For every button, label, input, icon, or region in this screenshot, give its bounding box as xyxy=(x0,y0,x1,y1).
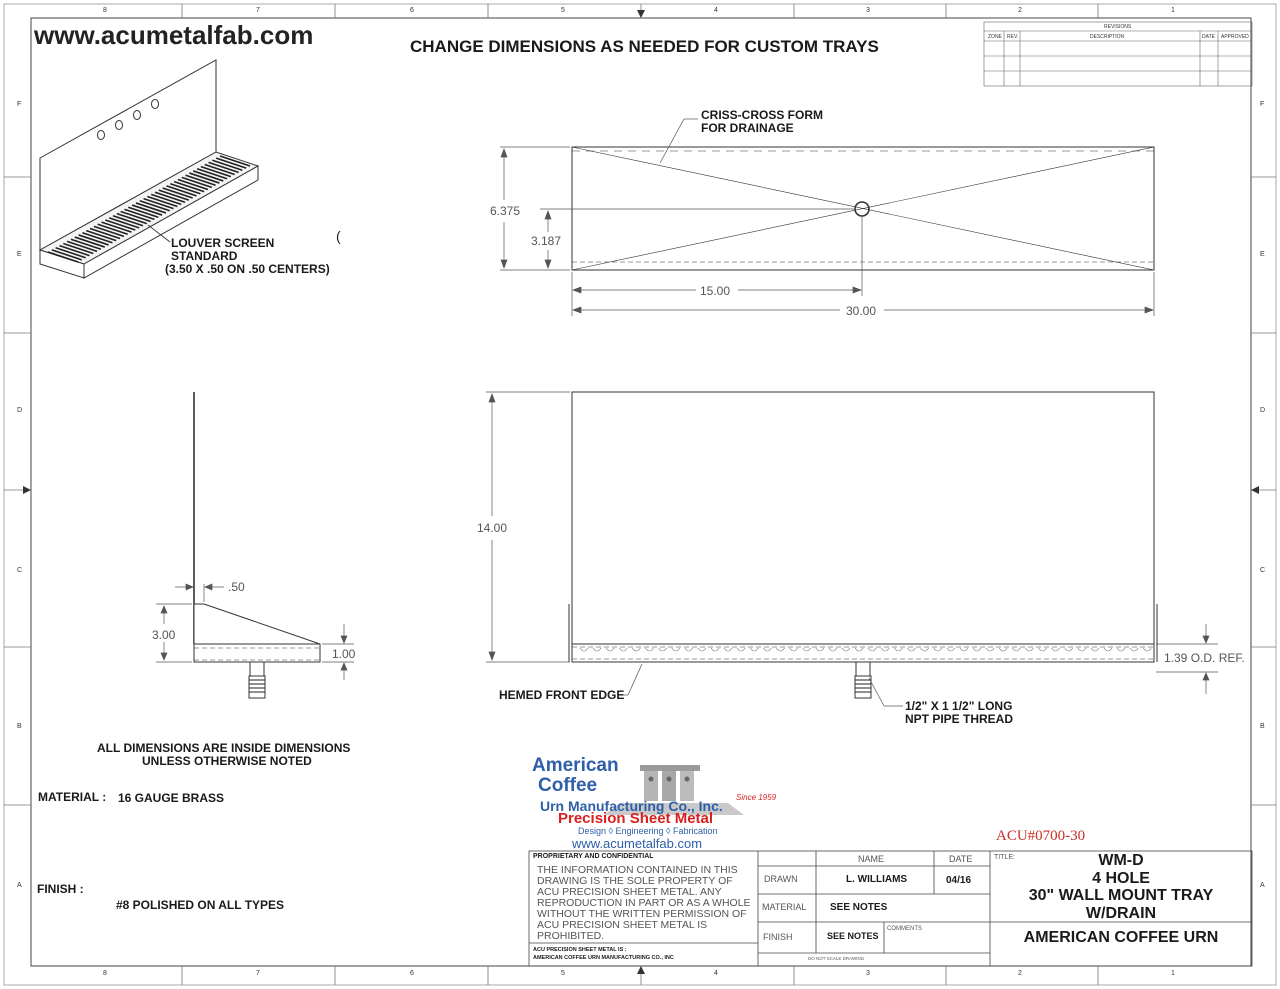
zone-top-2: 2 xyxy=(1018,7,1022,14)
zone-top-5: 5 xyxy=(561,7,565,14)
zone-left-a: A xyxy=(17,882,22,889)
dim-half-width: 15.00 xyxy=(700,284,731,298)
finish-value: #8 POLISHED ON ALL TYPES xyxy=(116,898,285,912)
proprietary-line: PROHIBITED. xyxy=(537,930,605,942)
proprietary-line: REPRODUCTION IN PART OR AS A WHOLE xyxy=(537,897,751,909)
zone-right-f: F xyxy=(1260,101,1265,108)
zone-bottom-6: 6 xyxy=(410,970,414,977)
inside-dims-note-2: UNLESS OTHERWISE NOTED xyxy=(142,754,312,768)
title-label: TITLE: xyxy=(994,854,1016,861)
date-header: DATE xyxy=(949,854,973,864)
website-url[interactable]: www.acumetalfab.com xyxy=(34,20,314,50)
do-not-scale: DO NOT SCALE DRAWING xyxy=(808,956,865,961)
top-view xyxy=(572,147,1154,270)
proprietary-footer-1: ACU PRECISION SHEET METAL IS : xyxy=(533,947,627,953)
part-number: ACU#0700-30 xyxy=(996,828,1086,844)
title-line-1: WM-D xyxy=(1098,852,1144,869)
dim-width: 30.00 xyxy=(846,304,877,318)
drawn-name: L. WILLIAMS xyxy=(846,874,908,885)
zone-left-f: F xyxy=(17,101,22,108)
dim-lip: 1.00 xyxy=(332,647,356,661)
logo-line-5: Design ◊ Engineering ◊ Fabrication xyxy=(578,826,718,836)
zone-left-b: B xyxy=(17,723,22,730)
drawing-title xyxy=(990,852,1252,922)
finish-tb-label: FINISH xyxy=(763,932,793,942)
stray-paren: ( xyxy=(336,228,341,244)
company-name: AMERICAN COFFEE URN xyxy=(1023,929,1219,946)
comments-label: COMMENTS xyxy=(887,926,922,932)
zone-right-d: D xyxy=(1260,407,1266,414)
zone-left-d: D xyxy=(17,407,23,414)
criss-cross-note-2: FOR DRAINAGE xyxy=(701,121,794,135)
proprietary-line: ACU PRECISION SHEET METAL. ANY xyxy=(537,886,722,898)
revisions-title: REVISIONS xyxy=(1104,24,1132,30)
title-line-2: 4 HOLE xyxy=(1092,869,1150,887)
hemed-note: HEMED FRONT EDGE xyxy=(499,688,625,702)
rev-col-zone: ZONE xyxy=(988,34,1002,40)
logo-line-1: American xyxy=(532,755,619,776)
logo-since: Since 1959 xyxy=(736,793,777,802)
rev-col-rev: REV. xyxy=(1007,34,1019,40)
drawn-label: DRAWN xyxy=(764,874,798,884)
material-tb-label: MATERIAL xyxy=(762,902,807,912)
zone-top-4: 4 xyxy=(714,7,718,14)
dim-half-depth: 3.187 xyxy=(531,234,562,248)
louver-note-3: (3.50 X .50 ON .50 CENTERS) xyxy=(165,262,330,276)
logo-line-4: Precision Sheet Metal xyxy=(558,810,714,827)
name-header: NAME xyxy=(858,854,885,864)
headline: CHANGE DIMENSIONS AS NEEDED FOR CUSTOM TRAYS xyxy=(410,37,879,56)
proprietary-line: DRAWING IS THE SOLE PROPERTY OF xyxy=(537,875,733,887)
logo-line-2: Coffee xyxy=(538,775,598,796)
dim-height: 14.00 xyxy=(477,521,508,535)
zone-top-1: 1 xyxy=(1171,7,1175,14)
side-view xyxy=(194,392,320,698)
zone-bottom-4: 4 xyxy=(714,970,718,977)
zone-left-c: C xyxy=(17,567,23,574)
proprietary-line: ACU PRECISION SHEET METAL IS xyxy=(537,919,708,931)
dim-tray-height: 3.00 xyxy=(152,628,176,642)
company-logo xyxy=(528,755,790,851)
title-line-3: 30" WALL MOUNT TRAY xyxy=(1028,887,1214,904)
louver-note-2: STANDARD xyxy=(171,249,238,263)
zone-bottom-1: 1 xyxy=(1171,970,1175,977)
front-view xyxy=(569,392,1157,698)
finish-tb-value: SEE NOTES xyxy=(827,931,879,941)
zone-right-e: E xyxy=(1260,251,1265,258)
zone-right-a: A xyxy=(1260,882,1265,889)
title-line-4: W/DRAIN xyxy=(1085,904,1157,922)
zone-bottom-2: 2 xyxy=(1018,970,1022,977)
zone-top-3: 3 xyxy=(866,7,870,14)
criss-cross-note-1: CRISS-CROSS FORM xyxy=(701,108,824,122)
zone-top-8: 8 xyxy=(103,7,107,14)
inside-dims-note-1: ALL DIMENSIONS ARE INSIDE DIMENSIONS xyxy=(97,741,351,755)
zone-right-c: C xyxy=(1260,567,1266,574)
material-tb-value: SEE NOTES xyxy=(830,902,888,913)
material-label: MATERIAL : xyxy=(38,790,107,804)
dim-wall-offset: .50 xyxy=(228,580,245,594)
zone-left-e: E xyxy=(17,251,22,258)
dim-depth: 6.375 xyxy=(490,204,521,218)
zone-bottom-3: 3 xyxy=(866,970,870,977)
drawn-date: 04/16 xyxy=(946,875,972,886)
logo-line-3: Urn Manufacturing Co., Inc. xyxy=(540,798,723,814)
npt-note-1: 1/2" X 1 1/2" LONG xyxy=(905,699,1013,713)
rev-col-description: DESCRIPTION xyxy=(1090,34,1125,40)
logo-url[interactable]: www.acumetalfab.com xyxy=(572,836,703,851)
dim-od-ref: 1.39 O.D. REF. xyxy=(1164,651,1245,665)
finish-label: FINISH : xyxy=(37,882,84,896)
material-value: 16 GAUGE BRASS xyxy=(118,791,225,805)
zone-bottom-5: 5 xyxy=(561,970,565,977)
proprietary-footer-2: AMERICAN COFFEE URN MANUFACTURING CO., INC xyxy=(533,955,674,961)
rev-col-date: DATE xyxy=(1202,34,1215,40)
proprietary-title: PROPRIETARY AND CONFIDENTIAL xyxy=(533,853,654,860)
proprietary-line: THE INFORMATION CONTAINED IN THIS xyxy=(537,864,738,876)
zone-bottom-8: 8 xyxy=(103,970,107,977)
zone-right-b: B xyxy=(1260,723,1265,730)
front-louver-marks xyxy=(580,648,1151,651)
zone-top-7: 7 xyxy=(256,7,260,14)
proprietary-text xyxy=(537,865,755,942)
npt-note-2: NPT PIPE THREAD xyxy=(905,712,1014,726)
rev-col-approved: APPROVED xyxy=(1221,34,1249,40)
zone-top-6: 6 xyxy=(410,7,414,14)
louver-note-1: LOUVER SCREEN xyxy=(171,236,275,250)
proprietary-line: WITHOUT THE WRITTEN PERMISSION OF xyxy=(537,908,747,920)
zone-bottom-7: 7 xyxy=(256,970,260,977)
